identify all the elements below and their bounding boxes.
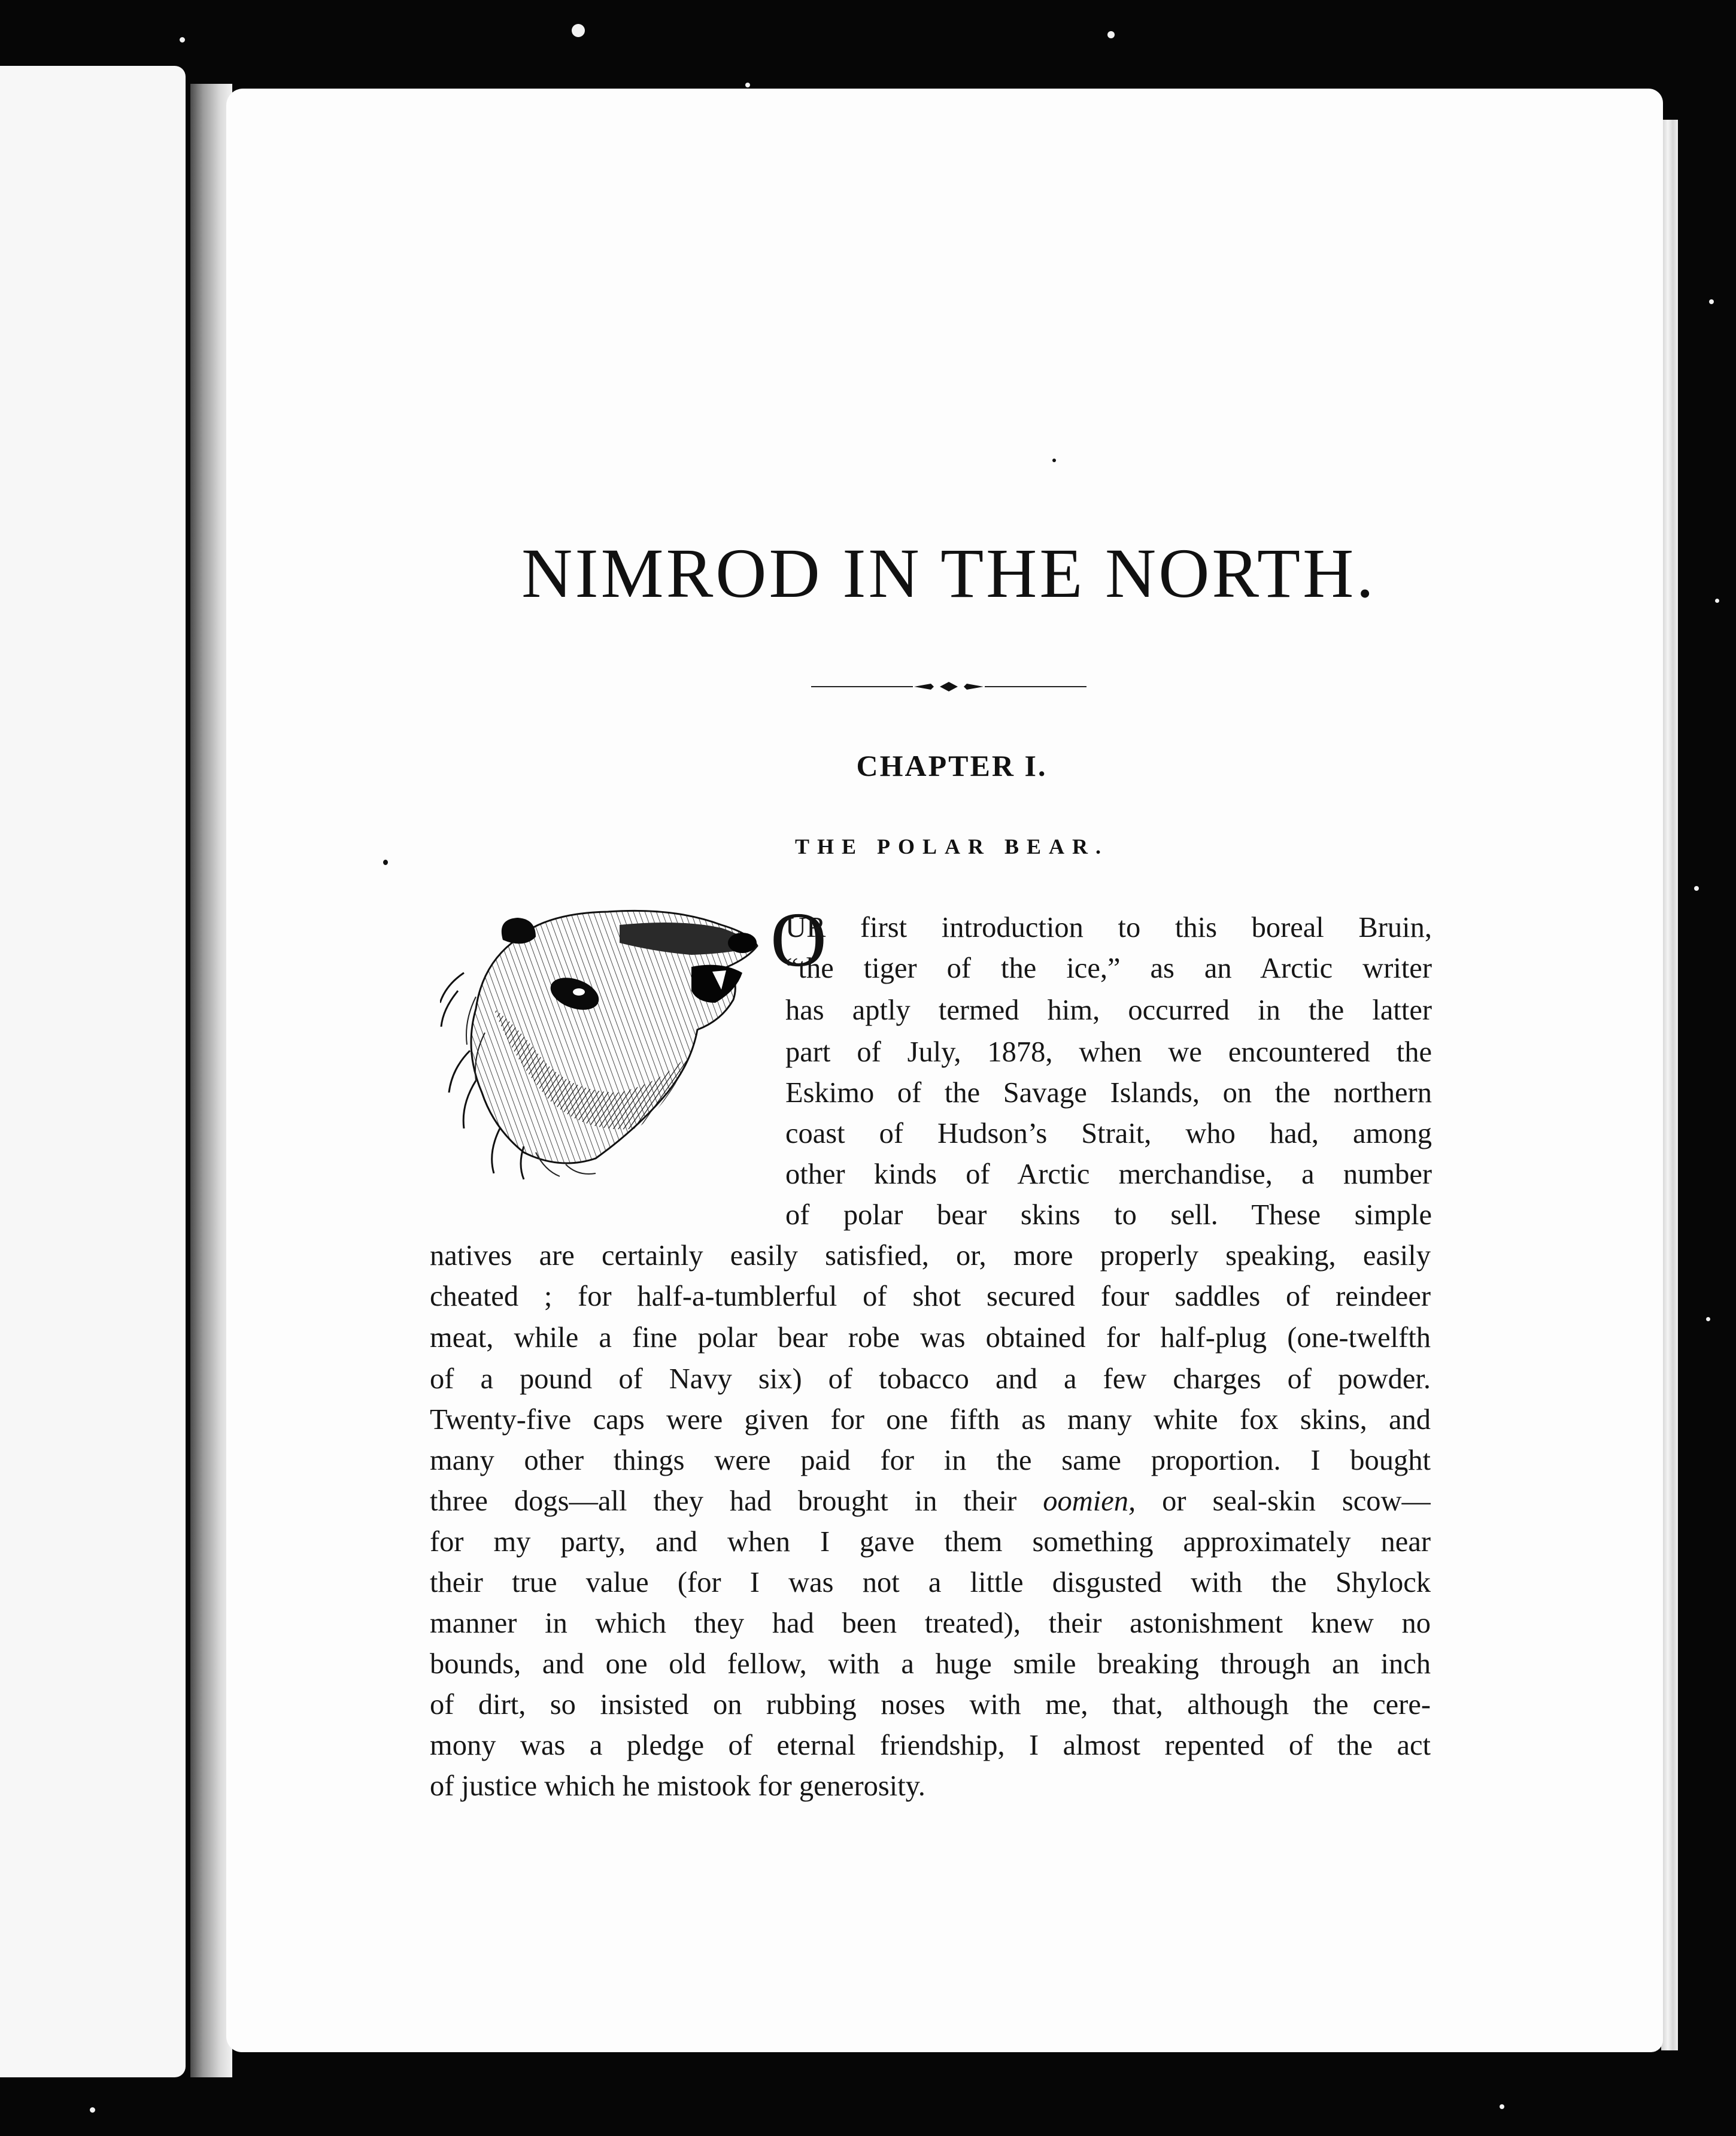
text-line: their true value (for I was not a little disgusted with the Shylock: [430, 1567, 1431, 1598]
text-segment: three dogs—all they had brought in their: [430, 1485, 1017, 1517]
text-line: part of July, 1878, when we encountered the: [785, 1036, 1432, 1068]
scan-speck: [1709, 299, 1714, 304]
text-line: of dirt, so insisted on rubbing noses with me, that, although the cere-: [430, 1689, 1431, 1721]
chapter-title: THE POLAR BEAR.: [794, 835, 1109, 858]
chapter-heading: CHAPTER I.: [856, 749, 1048, 782]
scan-speck: [90, 2107, 95, 2113]
text-line: of polar bear skins to sell. These simple: [785, 1199, 1432, 1231]
text-line: manner in which they had been treated), their astonishment knew no: [430, 1607, 1431, 1639]
text-line: meat, while a fine polar bear robe was obtained for half-plug (one-twelfth: [430, 1322, 1431, 1354]
text-line: of a pound of Navy six) of tobacco and a few charges of powder.: [430, 1363, 1431, 1395]
text-line: many other things were paid for in the same proportion. I bought: [430, 1445, 1431, 1476]
title-ornament: [811, 678, 1086, 696]
scan-speck: [572, 24, 585, 37]
scan-speck: [1694, 886, 1699, 891]
polar-bear-illustration: [440, 901, 763, 1182]
ink-dot: [1052, 459, 1056, 462]
text-line-mixed: [430, 1483, 1431, 1519]
text-line: Eskimo of the Savage Islands, on the northern: [785, 1077, 1432, 1109]
scan-speck: [1715, 599, 1719, 603]
scan-speck: [1107, 31, 1115, 38]
page-edge: [1661, 120, 1678, 2050]
text-line: other kinds of Arctic merchandise, a number: [785, 1158, 1432, 1190]
ink-dot: [383, 860, 388, 865]
book-title: NIMROD IN THE NORTH.: [521, 534, 1376, 612]
drop-cap: O: [770, 897, 827, 983]
text-line: “the tiger of the ice,” as an Arctic writer: [785, 952, 1432, 984]
scan-speck: [180, 37, 185, 43]
text-segment: or seal-skin scow—: [1162, 1485, 1431, 1517]
text-line: bounds, and one old fellow, with a huge smile breaking through an inch: [430, 1648, 1431, 1680]
text-line: UR first introduction to this boreal Bruin,: [785, 912, 1432, 943]
text-line: natives are certainly easily satisfied, or, more properly speaking, easily: [430, 1240, 1431, 1272]
text-line: for my party, and when I gave them something approximately near: [430, 1526, 1431, 1558]
text-line: Twenty-five caps were given for one fifth as many white fox skins, and: [430, 1404, 1431, 1436]
scan-speck: [1500, 2104, 1504, 2109]
text-line: coast of Hudson’s Strait, who had, among: [785, 1118, 1432, 1149]
scan-speck: [1706, 1317, 1710, 1321]
scan-speck: [745, 83, 750, 87]
text-line: of justice which he mistook for generosity.: [430, 1770, 925, 1802]
italic-word: oomien,: [1043, 1485, 1136, 1517]
text-line: has aptly termed him, occurred in the latter: [785, 994, 1432, 1026]
left-facing-page: [0, 66, 186, 2077]
text-line: cheated ; for half-a-tumblerful of shot secured four saddles of reindeer: [430, 1281, 1431, 1312]
text-line: mony was a pledge of eternal friendship, I almost repented of the act: [430, 1730, 1431, 1761]
